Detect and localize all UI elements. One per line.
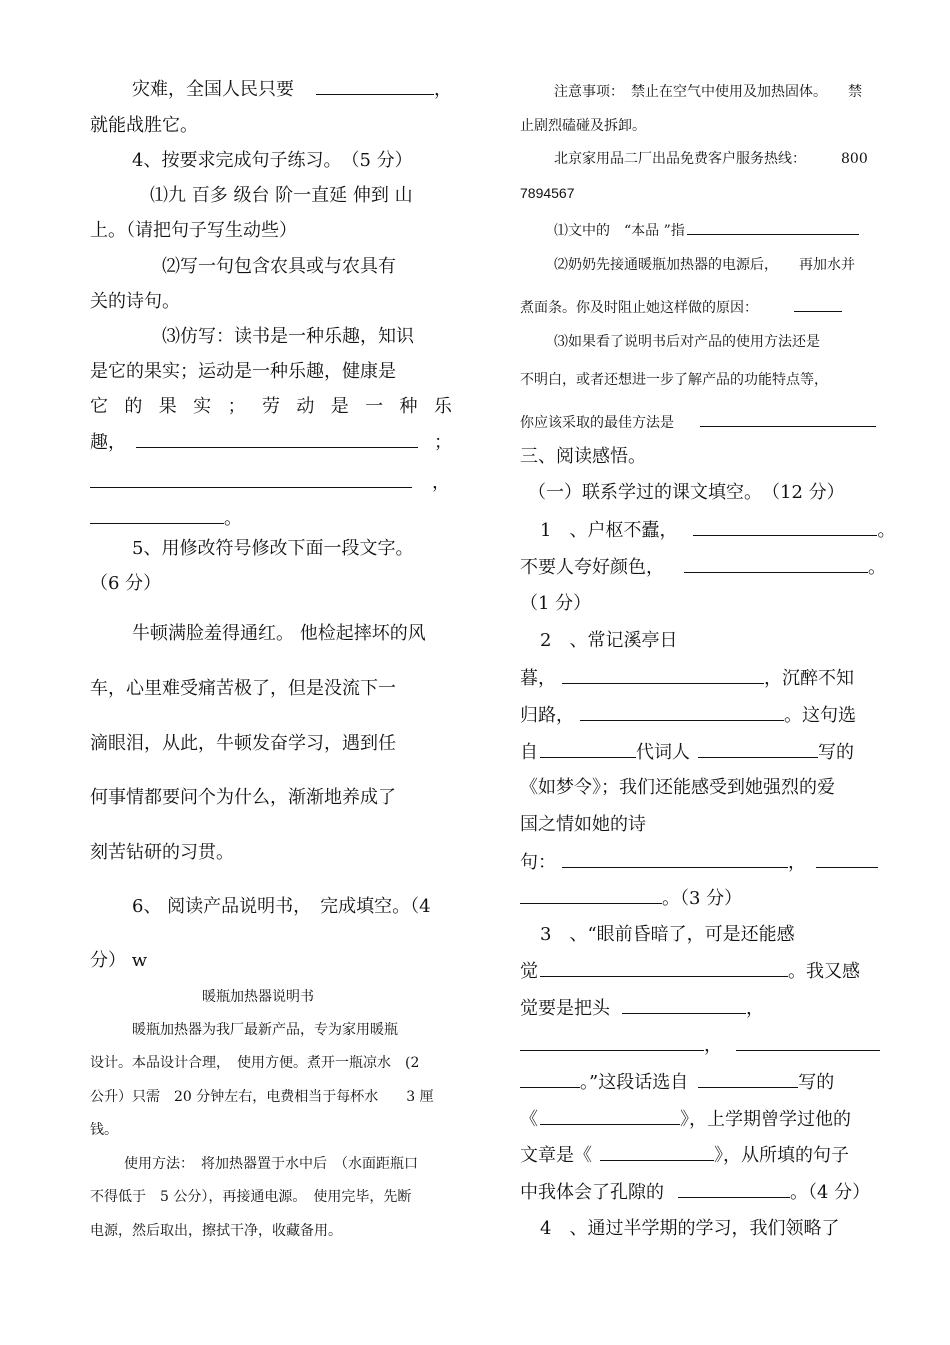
left-line-1 — [132, 80, 452, 99]
text: ⑴文中的 “本品 ”指 — [554, 223, 685, 239]
notice-line-2: 止剧烈磕碰及拆卸。 — [520, 118, 646, 134]
subsection-one-title: （一）联系学过的课文填空。 （12 分） — [528, 482, 845, 503]
text: 自 — [520, 742, 538, 763]
text: ， — [746, 998, 764, 1019]
f3-line-d — [520, 1036, 880, 1055]
blank-f3e-1[interactable] — [520, 1073, 580, 1088]
f1-line-a — [540, 521, 895, 540]
text: 暮， — [520, 668, 556, 689]
f1-line-c: （1 分） — [520, 593, 592, 614]
f3-line-e — [520, 1073, 834, 1092]
blank-f1a[interactable] — [693, 521, 877, 536]
char: 果 — [158, 396, 177, 417]
text: 归路， — [520, 705, 574, 726]
text: 》，上学期曾学过他的 — [680, 1109, 851, 1130]
char: 的 — [124, 396, 143, 417]
hotline-line-1: 北京家用品二厂出品免费客户服务热线： 800 — [554, 151, 868, 167]
text: 写的 — [818, 742, 854, 763]
blank-f2g-1[interactable] — [562, 853, 788, 868]
passage-line-1: 牛顿满脸羞得通红。 他检起摔坏的风 — [132, 623, 426, 644]
f2-line-e: 《如梦令》；我们还能感受到她强烈的爱 — [520, 777, 835, 798]
blank-f3f-work[interactable] — [540, 1110, 680, 1125]
manual-line-2: 设计。本品设计合理， 使用方便。煮开一瓶凉水 (2 — [90, 1055, 420, 1071]
blank-f3e-author[interactable] — [698, 1073, 798, 1088]
q5-title-b: （6 分） — [90, 573, 162, 594]
f2-line-c — [520, 706, 856, 725]
f3-line-b — [520, 962, 860, 981]
blank-f2c[interactable] — [580, 706, 784, 721]
blank-f2b[interactable] — [562, 669, 764, 684]
text: 《 — [520, 1109, 538, 1130]
q4-1-line-b: 上。（请把句子写生动些） — [90, 220, 297, 241]
f2-line-h — [520, 889, 742, 908]
blank-1[interactable] — [316, 80, 434, 95]
q4-3-line-b: 是它的果实；运动是一种乐趣，健康是 — [90, 361, 396, 382]
text: 写的 — [798, 1072, 835, 1093]
text: 。 — [868, 557, 886, 578]
char: 动 — [296, 396, 315, 417]
passage-line-5: 刻苦钻研的习贯。 — [90, 842, 234, 863]
f3-line-f — [520, 1110, 851, 1129]
blank-r2[interactable] — [794, 297, 842, 312]
blank-imitate-3[interactable] — [90, 509, 224, 524]
manual-line-4: 钱。 — [90, 1122, 118, 1138]
text: 中我体会了孔隙的 — [520, 1182, 664, 1203]
blank-f2h[interactable] — [520, 889, 662, 904]
text: ； — [434, 432, 452, 453]
blank-f3h[interactable] — [678, 1183, 790, 1198]
blank-f2g-2[interactable] — [816, 853, 878, 868]
f2-line-a: 2 、常记溪亭日 — [540, 630, 678, 651]
r3-line-b: 不明白，或者还想进一步了解产品的功能特点等， — [520, 372, 828, 388]
manual-line-5: 使用方法： 将加热器置于水中后 （水面距瓶口 — [124, 1156, 418, 1172]
text: ，沉醉不知 — [764, 668, 854, 689]
text: 。（3 分） — [662, 888, 743, 909]
passage-line-4: 何事情都要问个为什么，渐渐地养成了 — [90, 787, 396, 808]
char: 劳 — [261, 396, 280, 417]
r2-line-b — [520, 297, 842, 315]
text: 不要人夸好颜色， — [520, 557, 664, 578]
passage-line-2: 车，心里难受痛苦极了，但是没流下一 — [90, 678, 396, 699]
blank-f2-dynasty[interactable] — [540, 743, 636, 758]
text: 文章是《 — [520, 1145, 592, 1166]
text: 觉要是把头 — [520, 998, 610, 1019]
r3-line-a: ⑶如果看了说明书后对产品的使用方法还是 — [554, 334, 820, 350]
char: 它 — [90, 396, 108, 417]
text: ， — [432, 472, 450, 493]
f4-line-a: 4 、通过半学期的学习，我们领略了 — [540, 1218, 840, 1239]
f3-line-a: 3 、“眼前昏暗了，可是还能感 — [540, 924, 795, 945]
f2-line-f: 国之情如她的诗 — [520, 814, 646, 835]
manual-title: 暖瓶加热器说明书 — [202, 989, 314, 1005]
blank-f3c[interactable] — [622, 999, 746, 1014]
text: ， — [704, 1035, 722, 1056]
text: ， — [434, 79, 452, 100]
f2-line-d — [520, 743, 854, 762]
q6-title-a: 6、 阅读产品说明书， 完成填空。（4 — [132, 896, 431, 917]
f2-line-g — [520, 853, 878, 872]
blank-f3d-2[interactable] — [736, 1036, 880, 1051]
char: 是 — [330, 396, 349, 417]
blank-f3b[interactable] — [540, 962, 788, 977]
manual-line-6: 不得低于 5 公分），再接通电源。 使用完毕，先断 — [90, 1189, 412, 1205]
char: 乐 — [433, 396, 452, 417]
text: ， — [788, 852, 806, 873]
text: 煮面条。你及时阻止她这样做的原因： — [520, 300, 758, 316]
char: 一 — [365, 396, 384, 417]
blank-r1[interactable] — [687, 220, 859, 235]
blank-f3d-1[interactable] — [520, 1036, 704, 1051]
r1-line — [554, 220, 859, 238]
blank-r3[interactable] — [700, 412, 876, 427]
q5-title-a: 5、用修改符号修改下面一段文字。 — [132, 538, 414, 559]
text: 代词人 — [636, 742, 690, 763]
section-three-title: 三、阅读感悟。 — [520, 446, 646, 467]
blank-f3g-work[interactable] — [600, 1146, 714, 1161]
blank-f2-poet[interactable] — [698, 743, 818, 758]
q4-3-line-d — [90, 433, 452, 452]
text: 。”这段话选自 — [580, 1072, 689, 1093]
text: 。 — [224, 508, 242, 529]
text: 。（4 分） — [790, 1182, 871, 1203]
char: 种 — [399, 396, 418, 417]
text: 趣， — [90, 432, 126, 453]
left-line-2: 就能战胜它。 — [90, 115, 198, 136]
text: 》，从所填的句子 — [714, 1145, 849, 1166]
char: 实 — [193, 396, 212, 417]
q4-3-line-f — [90, 509, 242, 528]
hotline-line-2: 7894567 — [520, 185, 575, 201]
f3-line-h — [520, 1183, 870, 1202]
q4-1-line-a: ⑴九 百多 级台 阶一直延 伸到 山 — [150, 185, 413, 206]
text: 觉 — [520, 961, 538, 982]
text: 。 — [877, 520, 896, 541]
text: 灾难，全国人民只要 — [132, 79, 294, 100]
blank-imitate-1[interactable] — [136, 433, 418, 448]
q4-3-line-e — [90, 473, 450, 492]
text: 句： — [520, 852, 556, 873]
q6-title-b: 分） w — [90, 950, 148, 971]
manual-line-1: 暖瓶加热器为我厂最新产品，专为家用暖瓶 — [132, 1022, 398, 1038]
text: 你应该采取的最佳方法是 — [520, 415, 674, 431]
q4-3-line-a: ⑶仿写：读书是一种乐趣，知识 — [162, 326, 414, 347]
q4-2-line-b: 关的诗句。 — [90, 291, 180, 312]
text: 1 、户枢不蠹， — [540, 520, 678, 541]
char: ； — [227, 396, 246, 417]
f1-line-b — [520, 558, 886, 577]
text: 。我又感 — [788, 961, 860, 982]
r3-line-c — [520, 412, 876, 430]
q4-3-line-c — [90, 398, 452, 416]
blank-imitate-2[interactable] — [90, 473, 412, 488]
q4-2-line-a: ⑵写一句包含农具或与农具有 — [162, 256, 396, 277]
passage-line-3: 滴眼泪，从此，牛顿发奋学习，遇到任 — [90, 733, 396, 754]
q4-title: 4、按要求完成句子练习。 （5 分） — [132, 150, 413, 171]
f2-line-b — [520, 669, 854, 688]
r2-line-a: ⑵奶奶先接通暖瓶加热器的电源后， 再加水并 — [554, 257, 855, 273]
manual-line-3: 公升）只需 20 分钟左右，电费相当于每杯水 3 厘 — [90, 1089, 434, 1105]
f3-line-g — [520, 1146, 849, 1165]
text: 。这句选 — [784, 705, 856, 726]
f3-line-c — [520, 999, 764, 1018]
manual-line-7: 电源，然后取出，擦拭干净，收藏备用。 — [90, 1223, 342, 1239]
blank-f1b[interactable] — [684, 558, 868, 573]
notice-line-1: 注意事项： 禁止在空气中使用及加热固体。 禁 — [554, 84, 862, 100]
